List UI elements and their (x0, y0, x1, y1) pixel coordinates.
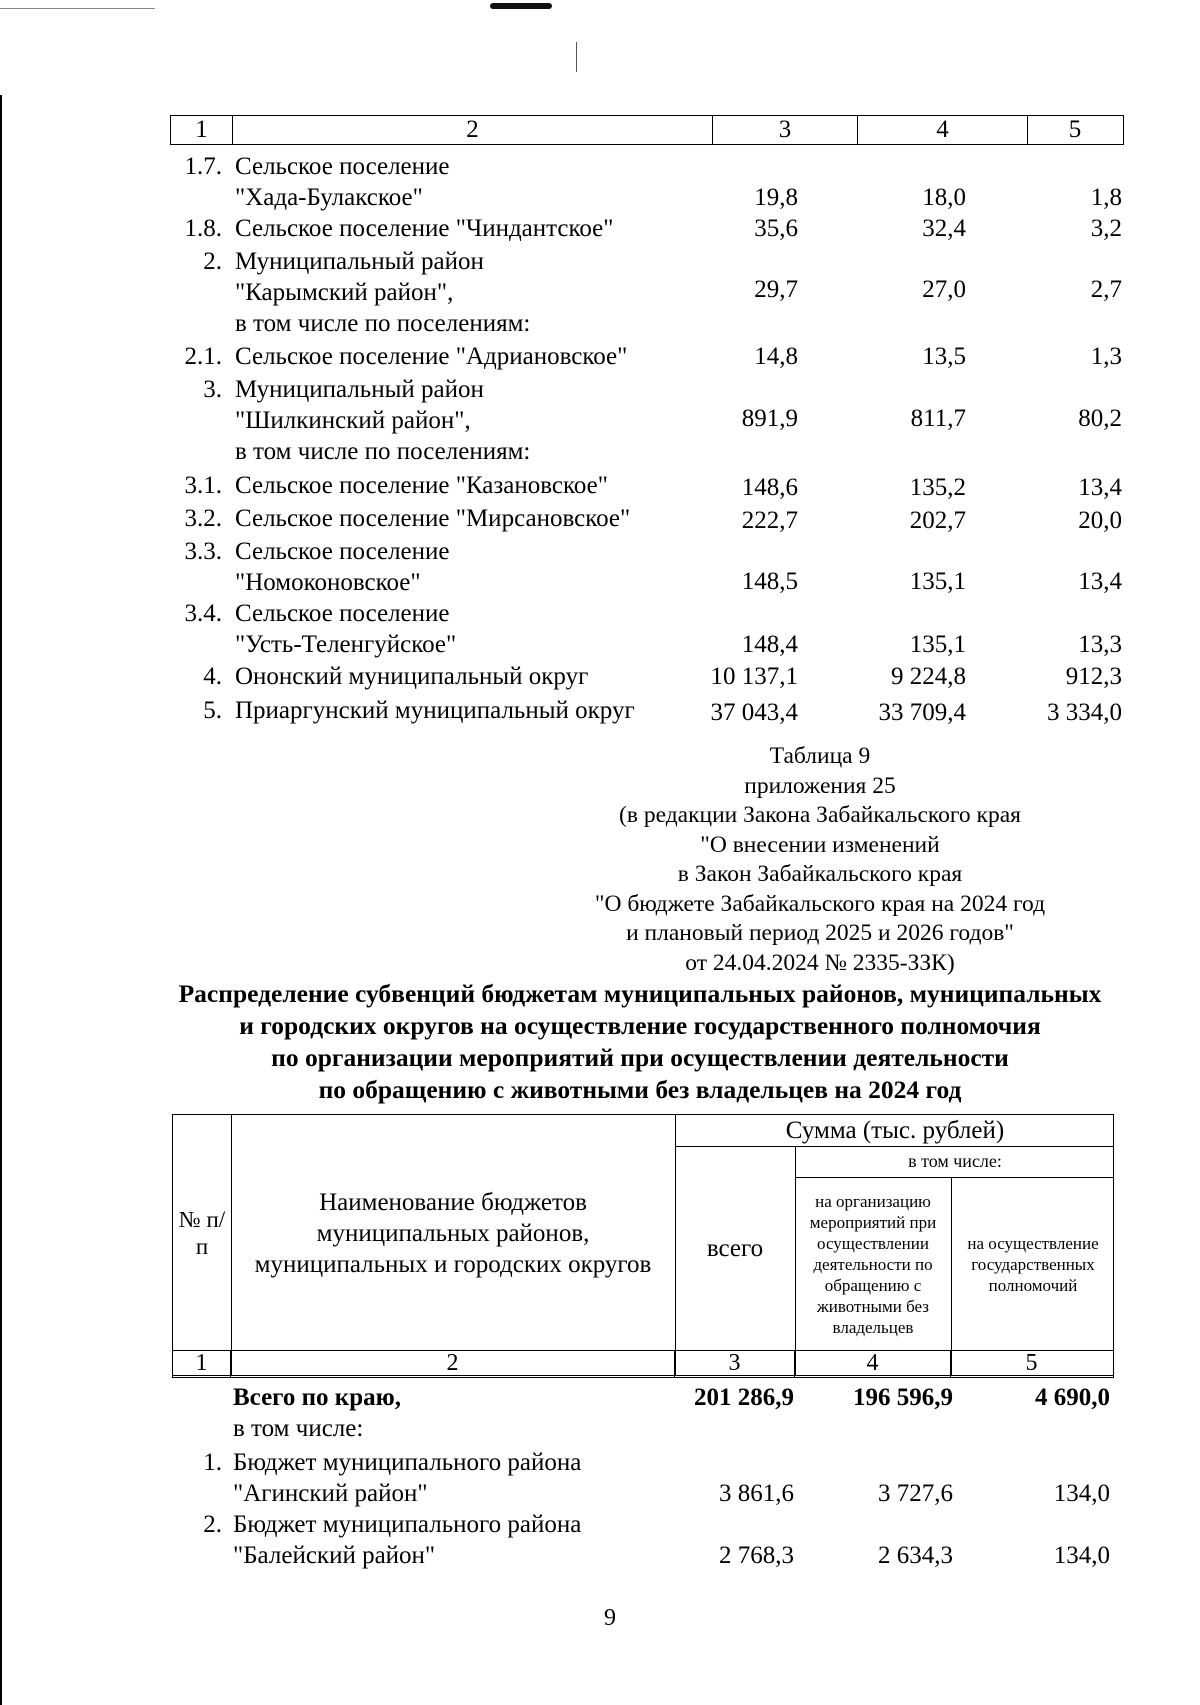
header-name-col: Наименование бюджетов муниципальных районов, муниципальных и городских округов (254, 1188, 652, 1278)
row-name-line: Бюджет муниципального района (233, 1511, 582, 1538)
row-value-col4: 135,1 (909, 568, 966, 595)
title-line: по обращению с животными без владельцев на 2024 год (318, 1075, 962, 1104)
row-name-line: Бюджет муниципального района (233, 1449, 582, 1476)
header-state-col: на осуществление государственных полномочий (967, 1233, 1099, 1295)
row-value-col3: 35,6 (754, 215, 798, 242)
title-line: по организации мероприятий при осуществлении деятельности (271, 1043, 1009, 1072)
caption-line: (в редакции Закона Забайкальского края (619, 802, 1021, 828)
table1-header-cell: 3 (713, 116, 858, 144)
column-number-cell: 4 (795, 1351, 951, 1377)
row-name-line: в том числе по поселениям: (235, 310, 531, 337)
row-value-col4: 27,0 (922, 276, 966, 303)
table1-header-cell: 5 (1068, 116, 1082, 143)
row-value-col3: 891,9 (741, 405, 798, 432)
row-value-col3: 19,8 (754, 184, 798, 211)
row-value-col5: 1,8 (1090, 184, 1122, 211)
row-value-col5: 1,3 (1090, 343, 1122, 370)
row-value-col4: 3 727,6 (878, 1480, 953, 1507)
table1-header-cell: 1 (171, 116, 233, 144)
row-value-col4: 135,1 (909, 631, 966, 658)
caption-line: "О бюджете Забайкальского края на 2024 год (594, 890, 1046, 917)
row-value-col5: 3 334,0 (1047, 699, 1122, 726)
row-name-line: Муниципальный район (235, 248, 484, 275)
row-value-col5: 134,0 (1053, 1542, 1110, 1569)
row-value-col5: 20,0 (1078, 507, 1122, 534)
header-total-col: всего (706, 1234, 764, 1262)
column-number-cell: 2 (231, 1351, 675, 1377)
row-name-line: "Балейский район" (233, 1542, 436, 1569)
row-value-col3: 148,6 (741, 474, 798, 501)
row-value-col4: 135,2 (909, 474, 966, 501)
row-number: 1.7. (184, 153, 222, 180)
row-number: 2. (203, 1511, 222, 1538)
row-value-col5: 13,4 (1078, 474, 1122, 501)
row-value-col5: 134,0 (1053, 1480, 1110, 1507)
row-value-col4: 2 634,3 (878, 1542, 953, 1569)
row-number: 2.1. (184, 343, 222, 370)
row-value-col3: 14,8 (754, 343, 798, 370)
row-name-line: "Карымский район", (235, 279, 454, 306)
row-value-col3: 148,4 (741, 631, 798, 658)
caption-line: и плановый период 2025 и 2026 годов" (626, 920, 1014, 946)
row-name-line: Сельское поселение "Казановское" (235, 472, 608, 499)
scan-tick (576, 42, 577, 72)
table1-header-cell: 4 (858, 116, 1028, 144)
row-name-line: в том числе по поселениям: (235, 438, 531, 465)
row-value-col4: 18,0 (922, 184, 966, 211)
caption-line: от 24.04.2024 № 2335-ЗЗК) (685, 949, 955, 976)
row-name-line: "Шилкинский район", (235, 407, 471, 434)
table-caption (560, 742, 1080, 978)
row-number: 3.1. (184, 472, 222, 499)
row-value-col4: 13,5 (922, 343, 966, 370)
row-value-col4: 811,7 (910, 405, 966, 432)
column-number-cell: 5 (1025, 1350, 1038, 1376)
total-value-col3: 201 286,9 (694, 1384, 794, 1411)
row-number: 1.8. (184, 215, 222, 242)
caption-line: в Закон Забайкальского края (677, 861, 963, 887)
column-number-cell: 1 (173, 1351, 231, 1377)
row-name-line: Сельское поселение (235, 600, 450, 627)
caption-line: приложения 25 (744, 772, 896, 799)
document-title (150, 978, 1130, 1106)
row-value-col5: 3,2 (1090, 215, 1122, 242)
header-sum: Сумма (тыс. рублей) (785, 1116, 1005, 1144)
row-name-line: Сельское поселение "Адриановское" (235, 343, 628, 370)
row-value-col5: 13,4 (1078, 568, 1122, 595)
total-row-sublabel: в том числе: (233, 1415, 364, 1442)
scan-top-line (0, 8, 155, 9)
row-number: 3.4. (184, 600, 222, 627)
scan-mark (490, 3, 552, 9)
table1-header-row (170, 115, 1124, 145)
row-value-col5: 912,3 (1065, 663, 1122, 690)
row-value-col3: 10 137,1 (710, 663, 798, 690)
row-value-col3: 222,7 (741, 507, 798, 534)
row-name-line: Сельское поселение "Мирсановское" (235, 505, 631, 532)
row-value-col3: 3 861,6 (719, 1480, 794, 1507)
title-line: Распределение субвенций бюджетам муниципальных районов, муниципальных (178, 979, 1102, 1008)
row-name-line: "Усть-Теленгуйское" (235, 631, 457, 658)
row-value-col3: 2 768,3 (719, 1542, 794, 1569)
row-value-col5: 13,3 (1078, 631, 1122, 658)
caption-line: Таблица 9 (769, 743, 871, 769)
scan-edge-line (0, 95, 2, 1705)
row-value-col4: 9 224,8 (891, 663, 966, 690)
row-name-line: Приаргунский муниципальный округ (235, 697, 635, 724)
row-name-line: Сельское поселение "Чиндантское" (235, 215, 614, 242)
row-number: 3.3. (184, 538, 222, 565)
row-value-col3: 148,5 (741, 568, 798, 595)
row-number: 5. (203, 697, 222, 724)
title-line: и городских округов на осуществление государственного полномочия (239, 1011, 1041, 1040)
row-number: 3. (203, 376, 222, 403)
row-number: 2. (203, 248, 222, 275)
row-value-col3: 37 043,4 (710, 699, 798, 726)
row-number: 4. (203, 663, 222, 690)
row-value-col5: 2,7 (1090, 276, 1122, 303)
row-name-line: "Номоконовское" (235, 569, 421, 596)
row-name-line: Сельское поселение (235, 153, 450, 180)
row-value-col4: 32,4 (922, 215, 966, 242)
page-number: 9 (604, 1605, 616, 1631)
header-number-col: № п/п (178, 1207, 226, 1259)
row-value-col4: 33 709,4 (878, 699, 966, 726)
column-number-cell: 3 (675, 1351, 795, 1377)
total-value-col5: 4 690,0 (1035, 1384, 1110, 1411)
row-name-line: Муниципальный район (235, 376, 484, 403)
row-value-col4: 202,7 (909, 507, 966, 534)
table1-header-cell: 2 (233, 116, 713, 144)
header-organization-col: на организацию мероприятий при осуществлении деятельности по обращению с животными без владельцев (809, 1191, 937, 1337)
header-including: в том числе: (908, 1151, 1002, 1171)
caption-line: "О внесении изменений (700, 831, 940, 858)
row-name-line: Сельское поселение (235, 538, 450, 565)
row-number: 1. (203, 1449, 222, 1476)
row-name-line: "Агинский район" (233, 1480, 428, 1507)
row-value-col3: 29,7 (754, 276, 798, 303)
row-value-col5: 80,2 (1078, 405, 1122, 432)
table2-column-numbers (172, 1350, 1114, 1378)
total-value-col4: 196 596,9 (853, 1384, 953, 1411)
total-row-label: Всего по краю, (233, 1384, 401, 1411)
row-name-line: "Хада-Булакское" (235, 184, 423, 211)
row-number: 3.2. (184, 505, 222, 532)
table2-header (172, 1114, 1114, 1376)
row-name-line: Ононский муниципальный округ (235, 663, 589, 690)
